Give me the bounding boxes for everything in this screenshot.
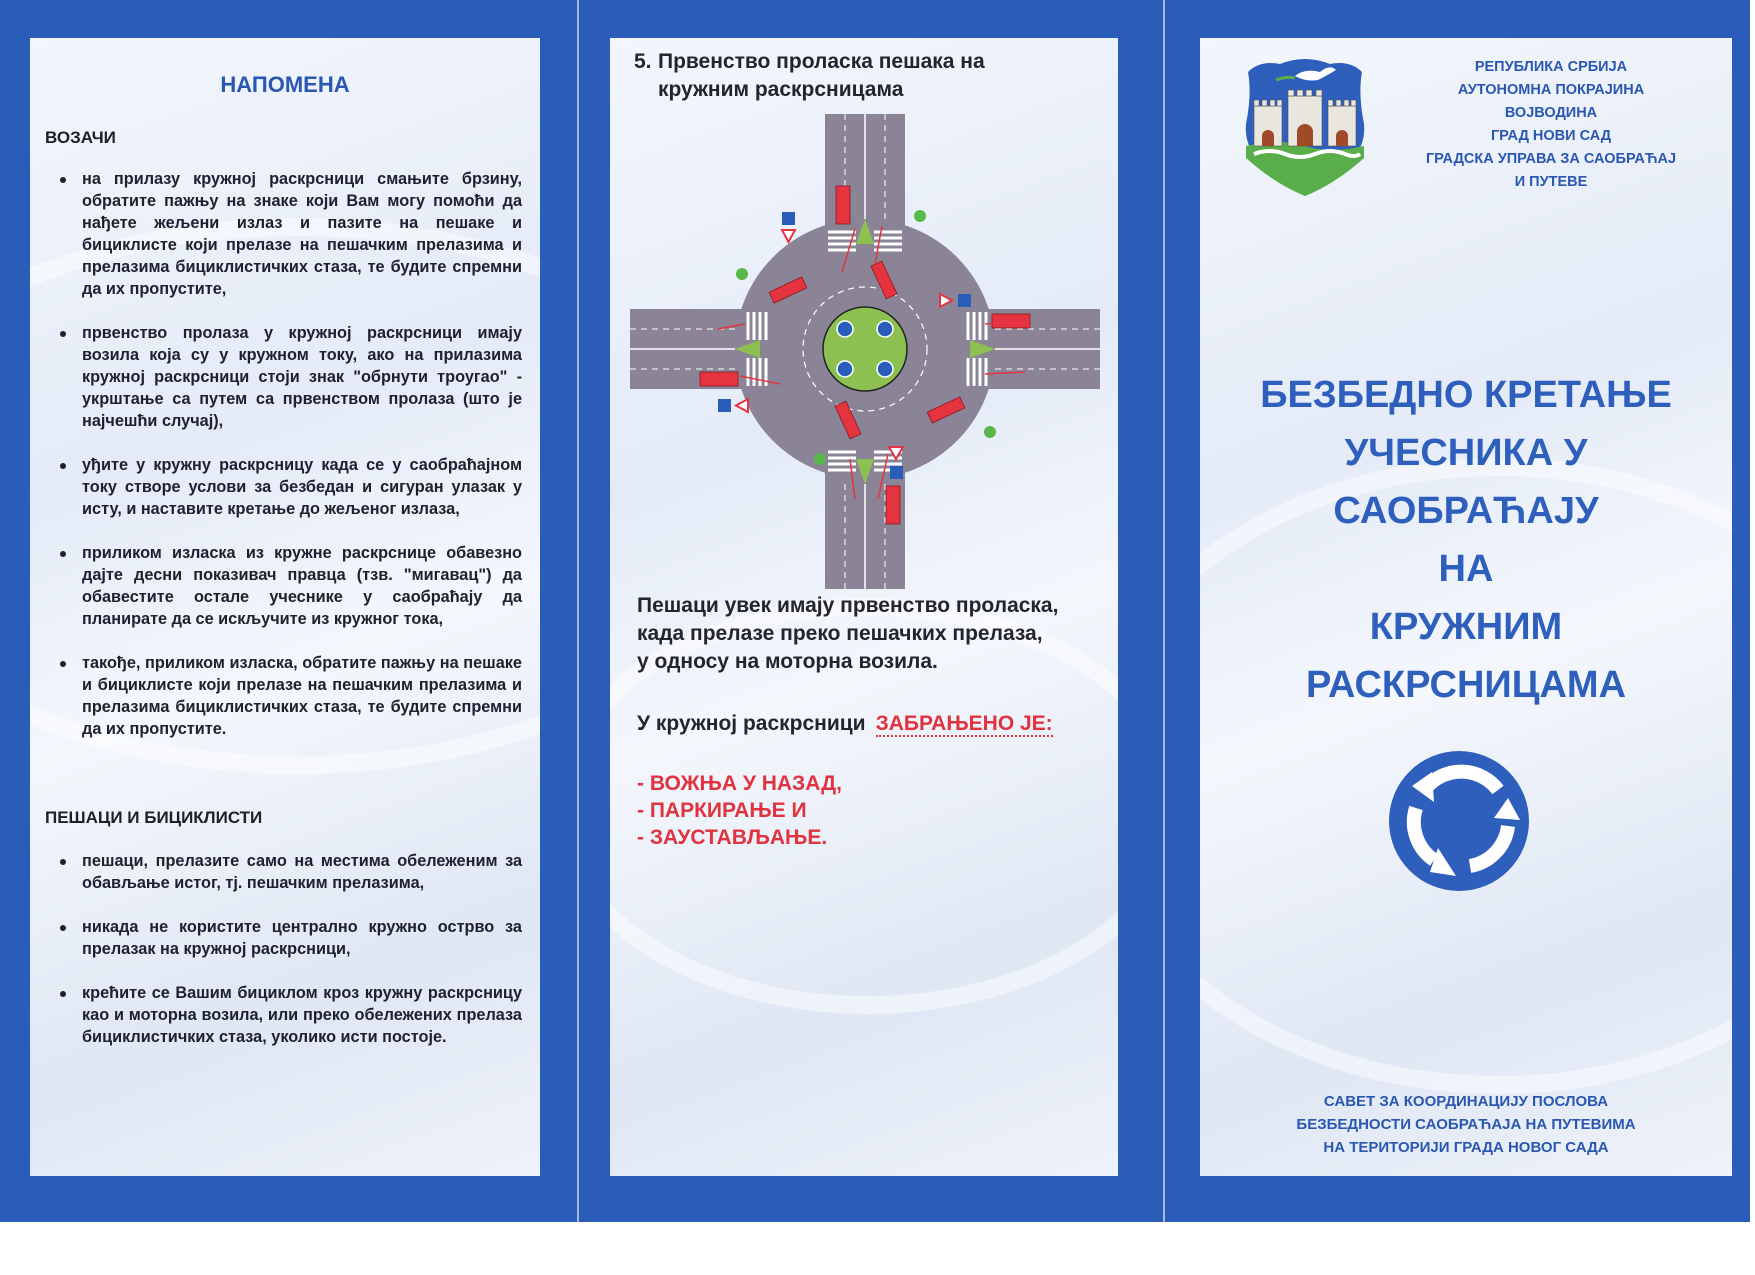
car: [886, 486, 900, 524]
list-item: на прилазу кружној раскрсници смањите брзину, обратите пажњу на знаке који Вам могу помоћи да нађете жељени излаз и пазите на пешаке и бициклисте који прелазе на пешачким прелазима и прелазима бициклистичких стаза, те будите спремни да их пропустите,: [48, 168, 522, 300]
bullet-icon: [60, 551, 66, 557]
drivers-list: [48, 168, 522, 740]
list-item: никада не користите централно кружно острво за прелазак на кружној раскрсници,: [48, 916, 522, 960]
forbidden-label: ЗАБРАЊЕНО ЈЕ:: [875, 712, 1053, 735]
list-item: приликом изласка из кружне раскрснице обавезно дајте десни показивач правца (тзв. "мигавац") да обавестите остале учеснике у саобраћају да планирате да се искључите из кружног тока,: [48, 542, 522, 630]
panel-pedestrian-priority: [610, 38, 1118, 1176]
organization-block: РЕПУБЛИКА СРБИЈА АУТОНОМНА ПОКРАЈИНА ВОЈВОДИНА ГРАД НОВИ САД ГРАДСКА УПРАВА ЗА САОБРАЋАЈ И ПУТЕВЕ: [1425, 59, 1677, 190]
forbidden-list: [637, 770, 842, 851]
notes-title: НАПОМЕНА: [220, 72, 350, 97]
bullet-icon: [60, 331, 66, 337]
panel-cover: [1200, 38, 1732, 1176]
list-item: - ПАРКИРАЊЕ И: [637, 799, 807, 822]
pedestrians-heading: ПЕШАЦИ И БИЦИКЛИСТИ: [45, 808, 263, 827]
council-block: САВЕТ ЗА КООРДИНАЦИЈУ ПОСЛОВА БЕЗБЕДНОСТИ САОБРАЋАЈА НА ПУТЕВИМА НА ТЕРИТОРИЈИ ГРАДА НОВОГ САДА: [1296, 1093, 1636, 1156]
forbidden-intro: У кружној раскрсници ЗАБРАЊЕНО ЈЕ:: [637, 712, 1053, 735]
brochure-title: БЕЗБЕДНО КРЕТАЊЕ УЧЕСНИКА У САОБРАЋАЈУ НА КРУЖНИМ РАСКРСНИЦАМА: [1260, 374, 1672, 706]
coat-of-arms-icon: [1240, 54, 1370, 200]
roundabout-sign-icon: [1386, 748, 1532, 894]
list-item: - ВОЖЊА У НАЗАД,: [637, 772, 842, 795]
bullet-icon: [60, 859, 66, 865]
list-item: такође, приликом изласка, обратите пажњу на пешаке и бициклисте који прелазе на пешачким прелазима и прелазима бициклистичких стаза, те будите спремни да их пропустите.: [48, 652, 522, 740]
central-island: [823, 307, 907, 391]
bullet-icon: [60, 177, 66, 183]
fold-line: [577, 0, 579, 1222]
fold-line: [1163, 0, 1165, 1222]
bullet-icon: [60, 991, 66, 997]
bullet-icon: [60, 661, 66, 667]
bullet-icon: [60, 925, 66, 931]
list-item: пешаци, прелазите само на местима обележеним за обављање истог, тј. пешачким прелазима,: [48, 850, 522, 894]
list-item: - ЗАУСТАВЉАЊЕ.: [637, 826, 828, 849]
list-item: крећите се Вашим бициклом кроз кружну раскрсницу као и моторна возила, или преко обележених прелаза бициклистичких стаза, уколико исти постоје.: [48, 982, 522, 1048]
pedestrian-priority-text: Пешаци увек имају првенство проласка, када прелазе преко пешачких прелаза, у односу на моторна возила.: [637, 594, 1059, 673]
roundabout-diagram: [630, 114, 1100, 589]
panel-notes: [30, 38, 540, 1176]
section-title: 5. Првенство проласка пешака на кружним раскрсницама: [634, 50, 985, 101]
list-item: уђите у кружну раскрсницу када се у саобраћајном току створе услови за безбедан и сигуран улазак у исту, и наставите кретање до жељеног излаза,: [48, 454, 522, 520]
section-number: 5.: [634, 50, 652, 73]
car: [836, 186, 850, 224]
list-item: првенство пролаза у кружној раскрсници имају возила која су у кружном току, ако на прилазима кружној раскрсници стоји знак "обрнути троугао" - укрштање са путем са првенством пролаза (што је најчешћи случај),: [48, 322, 522, 432]
bullet-icon: [60, 463, 66, 469]
car: [700, 372, 738, 386]
pedestrians-list: [48, 850, 522, 1070]
drivers-heading: ВОЗАЧИ: [45, 128, 116, 147]
